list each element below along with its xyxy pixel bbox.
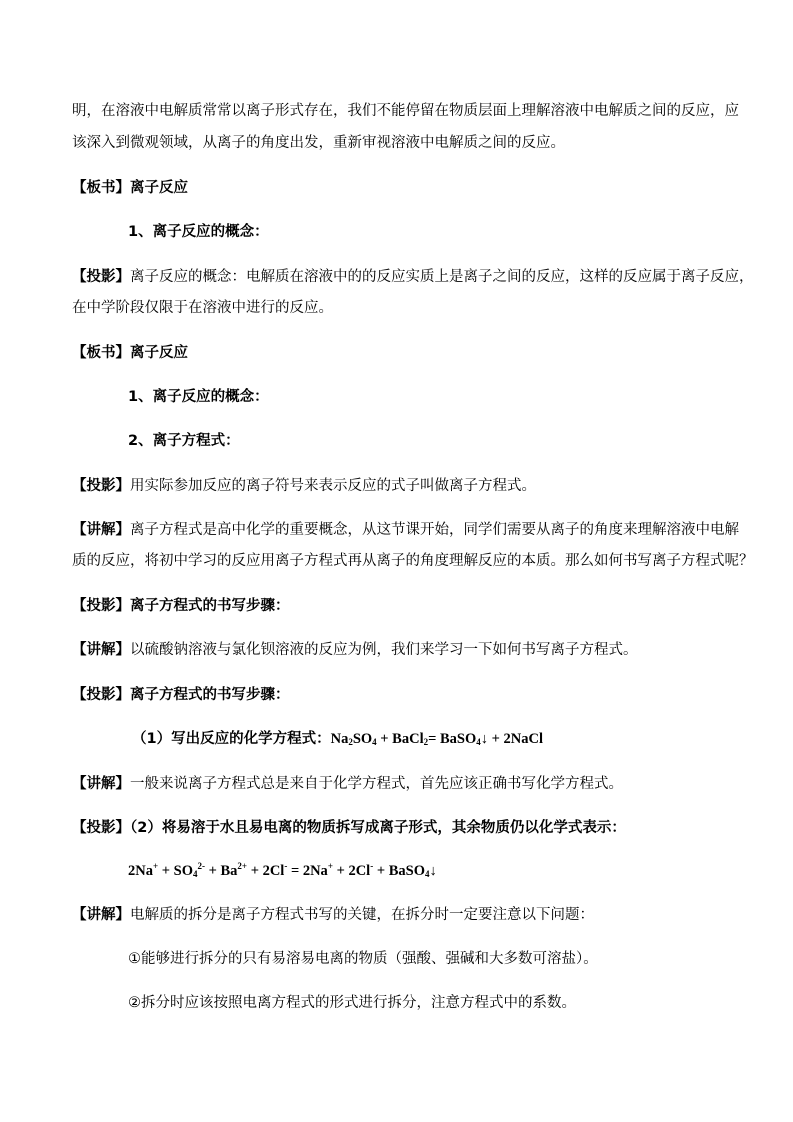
paragraph-line: 该深入到微观领域，从离子的角度出发，重新审视溶液中电解质之间的反应。: [72, 135, 565, 151]
paragraph-line: 质的反应，将初中学习的反应用离子方程式再从离子的角度理解反应的本质。那么如何书写离子方程式呢？: [72, 553, 754, 569]
paragraph-line: 明，在溶液中电解质常常以离子形式存在，我们不能停留在物质层面上理解溶液中电解质之间的反应，应: [72, 103, 739, 119]
section-tag: 【投影】: [72, 269, 130, 285]
section-tag: 【讲解】: [72, 776, 130, 792]
projection-text: 离子反应的概念：电解质在溶液中的的反应实质上是离子之间的反应，这样的反应属于离子反应，: [130, 269, 754, 285]
section-tag: 【投影】: [72, 598, 130, 614]
section-tag: 【讲解】: [72, 907, 130, 923]
projection-text: 离子方程式的书写步骤：: [130, 598, 290, 614]
projection-line: [72, 819, 626, 837]
projection-text: （2）将易溶于水且易电离的物质拆写成离子形式，其余物质仍以化学式表示：: [130, 820, 626, 836]
projection-line: [72, 268, 754, 286]
board-heading-1: [72, 179, 188, 197]
projection-text: 离子方程式的书写步骤：: [130, 687, 290, 703]
paragraph-line: 在中学阶段仅限于在溶液中进行的反应。: [72, 300, 333, 316]
projection-line: [72, 477, 536, 495]
lecture-text: 以硫酸钠溶液与氯化钡溶液的反应为例，我们来学习一下如何书写离子方程式。: [130, 642, 638, 658]
lecture-text: 一般来说离子方程式总是来自于化学方程式，首先应该正确书写化学方程式。: [130, 776, 623, 792]
lecture-line: [72, 641, 638, 659]
step-label: （1）写出反应的化学方程式：: [132, 731, 331, 747]
board-item: 2、离子方程式：: [128, 433, 240, 449]
chemical-equation: $Na_2SO_4$ + BaCl$_2$= BaSO$_4$↓ + 2NaCl: [330, 731, 543, 747]
ionic-equation: $2Na^+ + SO_4^{2-} + Ba^{2+} + 2Cl^- = 2Na^+ + 2Cl^-$ + BaSO$_4$↓: [128, 861, 437, 879]
board-item: 1、离子反应的概念：: [128, 224, 269, 240]
section-tag: 【板书】: [72, 180, 130, 196]
section-tag: 【板书】: [72, 345, 130, 361]
section-tag: 【投影】: [72, 478, 130, 494]
section-title: 离子反应: [130, 345, 188, 361]
lecture-line: [72, 521, 739, 539]
note-item: ①能够进行拆分的只有易溶易电离的物质（强酸、强碱和大多数可溶盐）。: [128, 951, 598, 967]
section-tag: 【投影】: [72, 820, 130, 836]
step-1-line: [132, 730, 543, 748]
lecture-text: 电解质的拆分是离子方程式书写的关键，在拆分时一定要注意以下问题：: [130, 907, 594, 923]
lecture-text: 离子方程式是高中化学的重要概念，从这节课开始，同学们需要从离子的角度来理解溶液中电解: [130, 522, 739, 538]
board-heading-2: [72, 344, 188, 362]
projection-line: [72, 597, 290, 615]
lecture-line: [72, 906, 594, 924]
section-tag: 【投影】: [72, 687, 130, 703]
projection-line: [72, 686, 290, 704]
lecture-line: [72, 775, 623, 793]
section-title: 离子反应: [130, 180, 188, 196]
section-tag: 【讲解】: [72, 522, 130, 538]
board-item: 1、离子反应的概念：: [128, 389, 269, 405]
note-item: ②拆分时应该按照电离方程式的形式进行拆分，注意方程式中的系数。: [128, 995, 576, 1011]
projection-text: 用实际参加反应的离子符号来表示反应的式子叫做离子方程式。: [130, 478, 536, 494]
section-tag: 【讲解】: [72, 642, 130, 658]
